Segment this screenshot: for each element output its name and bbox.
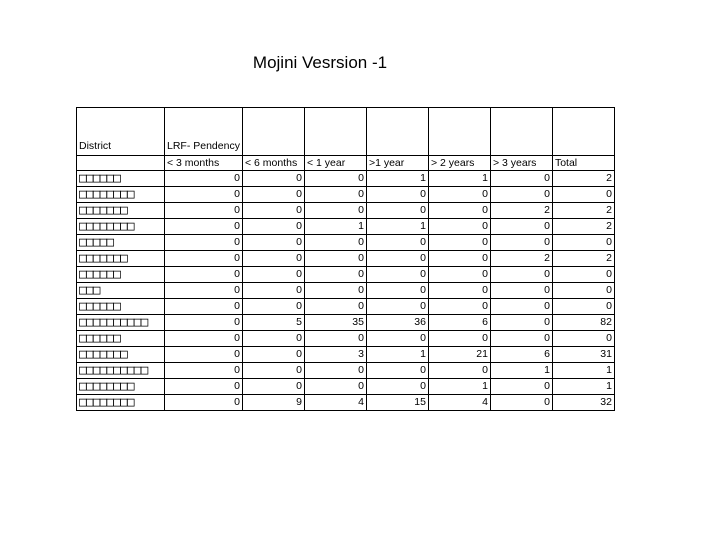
value-cell: 0 bbox=[366, 251, 428, 267]
value-cell: 0 bbox=[242, 219, 304, 235]
value-cell: 35 bbox=[304, 315, 366, 331]
value-cell: 0 bbox=[490, 171, 552, 187]
value-cell: 6 bbox=[428, 315, 490, 331]
value-cell: 0 bbox=[165, 235, 243, 251]
district-cell: □□□□□□□□ bbox=[77, 187, 165, 203]
value-cell: 0 bbox=[490, 267, 552, 283]
value-cell: 0 bbox=[242, 347, 304, 363]
value-cell: 0 bbox=[304, 251, 366, 267]
value-cell: 0 bbox=[366, 203, 428, 219]
value-cell: 31 bbox=[552, 347, 614, 363]
district-cell: □□□□□□□ bbox=[77, 251, 165, 267]
value-cell: 0 bbox=[428, 187, 490, 203]
value-cell: 0 bbox=[165, 347, 243, 363]
value-cell: 0 bbox=[242, 379, 304, 395]
district-cell: □□□□□□□□ bbox=[77, 379, 165, 395]
value-cell: 0 bbox=[165, 171, 243, 187]
value-cell: 1 bbox=[366, 171, 428, 187]
value-cell: 0 bbox=[165, 219, 243, 235]
value-cell: 0 bbox=[490, 299, 552, 315]
value-cell: 0 bbox=[490, 219, 552, 235]
value-cell: 0 bbox=[242, 171, 304, 187]
page-title: Mojini Vesrsion -1 bbox=[252, 53, 388, 72]
value-cell: 0 bbox=[490, 187, 552, 203]
value-cell: 0 bbox=[428, 267, 490, 283]
value-cell: 0 bbox=[165, 331, 243, 347]
value-cell: 82 bbox=[552, 315, 614, 331]
district-cell: □□□□□□□□□□ bbox=[77, 315, 165, 331]
value-cell: 0 bbox=[552, 267, 614, 283]
value-cell: 0 bbox=[165, 379, 243, 395]
value-cell: 0 bbox=[366, 187, 428, 203]
value-cell: 2 bbox=[552, 171, 614, 187]
value-cell: 0 bbox=[242, 363, 304, 379]
value-cell: 2 bbox=[490, 203, 552, 219]
table-row bbox=[77, 315, 615, 331]
value-cell: 0 bbox=[165, 299, 243, 315]
value-cell: 0 bbox=[428, 251, 490, 267]
value-cell: 0 bbox=[552, 331, 614, 347]
value-cell: 0 bbox=[242, 187, 304, 203]
table-row bbox=[77, 379, 615, 395]
value-cell: 0 bbox=[552, 283, 614, 299]
header-blank-cell bbox=[552, 108, 614, 156]
header-blank-cell bbox=[366, 108, 428, 156]
value-cell: 0 bbox=[428, 203, 490, 219]
value-cell: 0 bbox=[428, 283, 490, 299]
value-cell: 0 bbox=[428, 219, 490, 235]
value-cell: 2 bbox=[552, 251, 614, 267]
value-cell: 0 bbox=[165, 251, 243, 267]
value-cell: 0 bbox=[366, 379, 428, 395]
value-cell: 0 bbox=[242, 203, 304, 219]
lrf-pendency-header: LRF- Pendency bbox=[165, 108, 243, 156]
value-cell: 0 bbox=[490, 395, 552, 411]
value-cell: 21 bbox=[428, 347, 490, 363]
value-cell: 0 bbox=[165, 203, 243, 219]
header-blank-cell bbox=[242, 108, 304, 156]
value-cell: 0 bbox=[366, 283, 428, 299]
table-row bbox=[77, 347, 615, 363]
value-cell: 0 bbox=[304, 171, 366, 187]
value-cell: 0 bbox=[242, 283, 304, 299]
header-blank-cell bbox=[490, 108, 552, 156]
value-cell: 4 bbox=[428, 395, 490, 411]
value-cell: 1 bbox=[490, 363, 552, 379]
value-cell: 1 bbox=[366, 219, 428, 235]
value-cell: 0 bbox=[165, 187, 243, 203]
value-cell: 0 bbox=[304, 283, 366, 299]
district-header: District bbox=[77, 108, 165, 156]
value-cell: 0 bbox=[304, 187, 366, 203]
value-cell: 0 bbox=[552, 299, 614, 315]
column-header: > 2 years bbox=[428, 156, 490, 171]
table-row bbox=[77, 283, 615, 299]
value-cell: 0 bbox=[242, 235, 304, 251]
value-cell: 0 bbox=[165, 267, 243, 283]
value-cell: 2 bbox=[552, 203, 614, 219]
pendency-table bbox=[76, 107, 615, 411]
value-cell: 0 bbox=[304, 235, 366, 251]
district-cell: □□□□□□□□□□ bbox=[77, 363, 165, 379]
district-cell: □□□□□□□□ bbox=[77, 219, 165, 235]
header-row-top bbox=[77, 108, 615, 156]
value-cell: 1 bbox=[366, 347, 428, 363]
district-cell: □□□□□□ bbox=[77, 299, 165, 315]
value-cell: 0 bbox=[428, 235, 490, 251]
value-cell: 0 bbox=[366, 299, 428, 315]
value-cell: 0 bbox=[490, 379, 552, 395]
value-cell: 0 bbox=[242, 267, 304, 283]
value-cell: 0 bbox=[552, 187, 614, 203]
district-cell: □□□□□□ bbox=[77, 171, 165, 187]
district-cell: □□□□□□□□ bbox=[77, 395, 165, 411]
header-blank-cell bbox=[77, 156, 165, 171]
value-cell: 0 bbox=[242, 251, 304, 267]
value-cell: 0 bbox=[428, 363, 490, 379]
value-cell: 1 bbox=[428, 171, 490, 187]
table-row bbox=[77, 267, 615, 283]
table-row bbox=[77, 299, 615, 315]
table-row bbox=[77, 235, 615, 251]
value-cell: 5 bbox=[242, 315, 304, 331]
header-blank-cell bbox=[428, 108, 490, 156]
value-cell: 0 bbox=[304, 203, 366, 219]
value-cell: 0 bbox=[428, 331, 490, 347]
table-row bbox=[77, 187, 615, 203]
table-row bbox=[77, 171, 615, 187]
district-cell: □□□□□□□ bbox=[77, 347, 165, 363]
district-cell: □□□□□□ bbox=[77, 331, 165, 347]
value-cell: 0 bbox=[490, 283, 552, 299]
value-cell: 9 bbox=[242, 395, 304, 411]
value-cell: 0 bbox=[165, 283, 243, 299]
header-blank-cell bbox=[304, 108, 366, 156]
value-cell: 0 bbox=[552, 235, 614, 251]
value-cell: 15 bbox=[366, 395, 428, 411]
value-cell: 0 bbox=[490, 235, 552, 251]
value-cell: 3 bbox=[304, 347, 366, 363]
value-cell: 2 bbox=[490, 251, 552, 267]
column-header: < 1 year bbox=[304, 156, 366, 171]
value-cell: 0 bbox=[366, 331, 428, 347]
value-cell: 0 bbox=[366, 267, 428, 283]
value-cell: 0 bbox=[242, 299, 304, 315]
value-cell: 0 bbox=[304, 299, 366, 315]
value-cell: 1 bbox=[552, 363, 614, 379]
value-cell: 4 bbox=[304, 395, 366, 411]
district-cell: □□□□□ bbox=[77, 235, 165, 251]
table-row bbox=[77, 395, 615, 411]
value-cell: 0 bbox=[490, 315, 552, 331]
value-cell: 32 bbox=[552, 395, 614, 411]
column-header: < 3 months bbox=[165, 156, 243, 171]
header-row-columns bbox=[77, 156, 615, 171]
column-header: > 3 years bbox=[490, 156, 552, 171]
value-cell: 1 bbox=[304, 219, 366, 235]
value-cell: 0 bbox=[304, 363, 366, 379]
district-cell: □□□□□□□ bbox=[77, 203, 165, 219]
value-cell: 0 bbox=[165, 395, 243, 411]
table-row bbox=[77, 331, 615, 347]
column-header: < 6 months bbox=[242, 156, 304, 171]
value-cell: 1 bbox=[552, 379, 614, 395]
district-cell: □□□ bbox=[77, 283, 165, 299]
value-cell: 0 bbox=[304, 379, 366, 395]
value-cell: 6 bbox=[490, 347, 552, 363]
table-row bbox=[77, 203, 615, 219]
value-cell: 0 bbox=[165, 315, 243, 331]
value-cell: 0 bbox=[366, 235, 428, 251]
column-header: >1 year bbox=[366, 156, 428, 171]
table-row bbox=[77, 219, 615, 235]
value-cell: 0 bbox=[304, 267, 366, 283]
value-cell: 0 bbox=[304, 331, 366, 347]
value-cell: 1 bbox=[428, 379, 490, 395]
column-header: Total bbox=[552, 156, 614, 171]
value-cell: 0 bbox=[428, 299, 490, 315]
value-cell: 0 bbox=[242, 331, 304, 347]
district-cell: □□□□□□ bbox=[77, 267, 165, 283]
table-row bbox=[77, 363, 615, 379]
value-cell: 36 bbox=[366, 315, 428, 331]
table-row bbox=[77, 251, 615, 267]
value-cell: 2 bbox=[552, 219, 614, 235]
value-cell: 0 bbox=[490, 331, 552, 347]
value-cell: 0 bbox=[165, 363, 243, 379]
value-cell: 0 bbox=[366, 363, 428, 379]
